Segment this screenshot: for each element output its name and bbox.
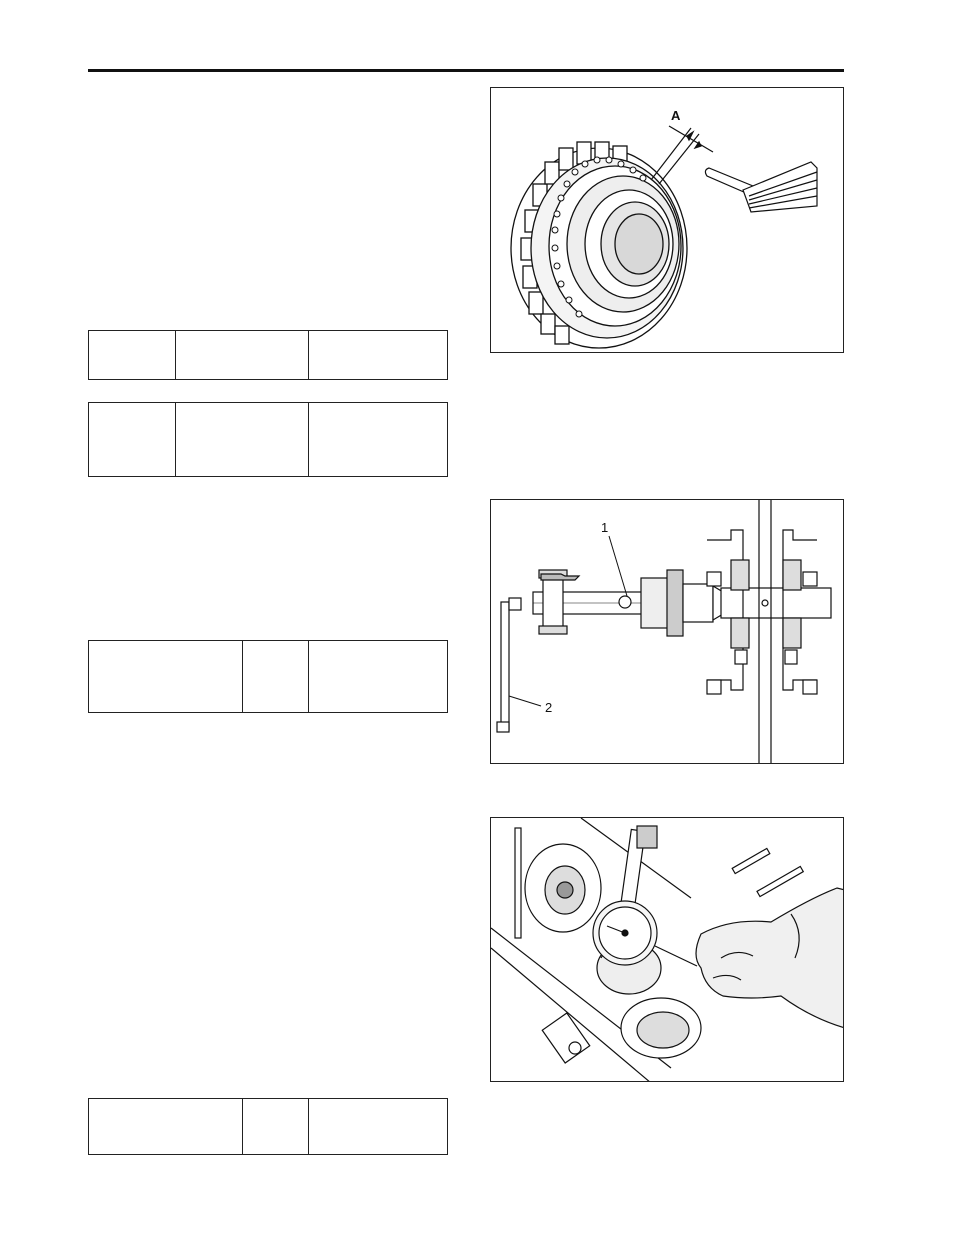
callout-a: A bbox=[671, 108, 681, 123]
spec-table-2-cell-3 bbox=[308, 403, 447, 476]
differential-assembly-drawing bbox=[491, 500, 844, 764]
callout-2: 2 bbox=[545, 700, 553, 715]
spec-table-4 bbox=[88, 1098, 448, 1155]
spec-table-1 bbox=[88, 330, 448, 380]
spec-table-4-cell-1 bbox=[89, 1099, 242, 1154]
spec-table-3 bbox=[88, 640, 448, 713]
header-rule bbox=[88, 69, 844, 72]
spec-table-3-cell-1 bbox=[89, 641, 242, 712]
synchronizer-ring-drawing bbox=[491, 88, 844, 353]
spec-table-4-cell-2 bbox=[242, 1099, 308, 1154]
spec-table-2-cell-2 bbox=[175, 403, 308, 476]
figure-synchronizer-ring bbox=[490, 87, 844, 353]
spec-table-2-cell-1 bbox=[89, 403, 175, 476]
spec-table-2 bbox=[88, 402, 448, 477]
figure-differential-assembly bbox=[490, 499, 844, 764]
spec-table-1-cell-1 bbox=[89, 331, 175, 379]
figure-dial-gauge-check bbox=[490, 817, 844, 1082]
spec-table-3-cell-2 bbox=[242, 641, 308, 712]
spec-table-1-cell-2 bbox=[175, 331, 308, 379]
callout-1: 1 bbox=[601, 520, 609, 535]
spec-table-1-cell-3 bbox=[308, 331, 447, 379]
dial-gauge-drawing bbox=[491, 818, 844, 1082]
spec-table-3-cell-3 bbox=[308, 641, 447, 712]
spec-table-4-cell-3 bbox=[308, 1099, 447, 1154]
